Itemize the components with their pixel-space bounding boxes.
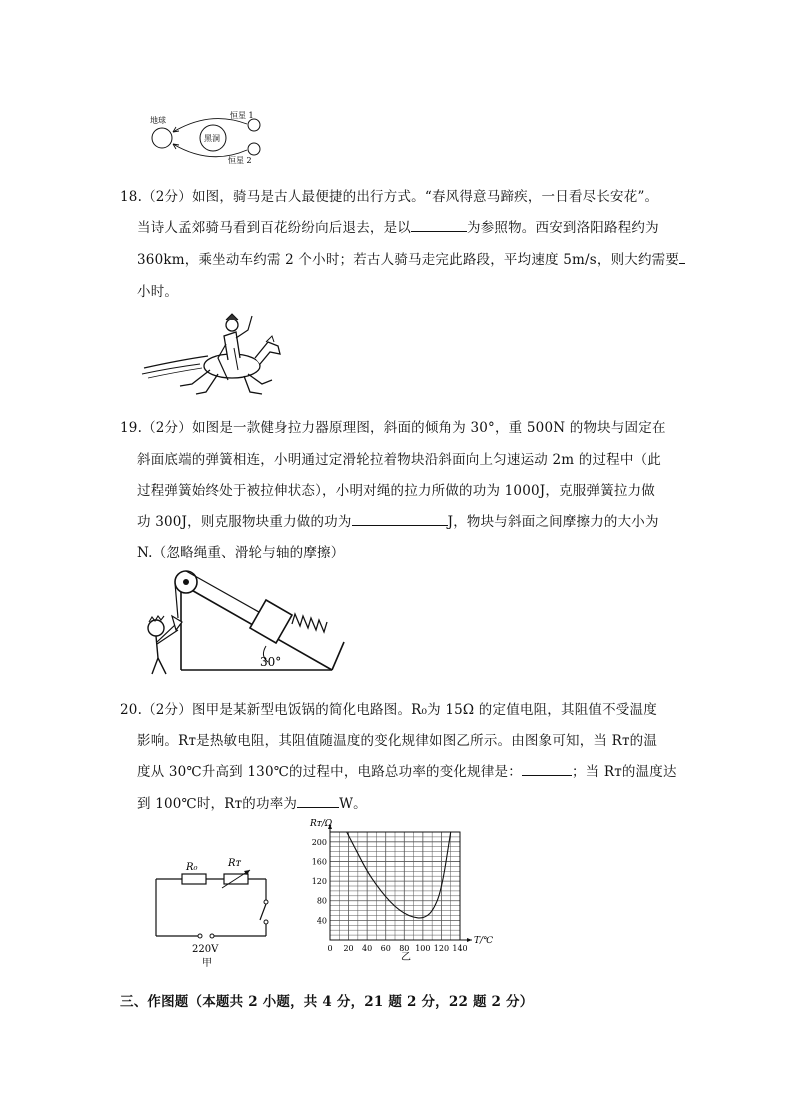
- q18-line2: [137, 216, 659, 236]
- q20-line3a: 度从 30℃升高到 130℃的过程中，电路总功率的变化规律是：: [137, 764, 522, 780]
- q20-line3b: ；当 Rᴛ的温度达: [571, 764, 677, 780]
- q20-line3: [137, 760, 677, 780]
- x-tick-label: 0: [327, 944, 333, 953]
- q19-line4: [137, 510, 659, 530]
- person-head: [148, 620, 164, 636]
- x-tick-label: 80: [399, 944, 410, 953]
- q19-line4b: J，物块与斜面之间摩擦力的大小为: [447, 514, 659, 530]
- q20-line4: [137, 792, 367, 812]
- star2-label: 恒星 2: [228, 156, 252, 165]
- series-line-rt: [347, 832, 451, 918]
- q19-line1: 19.（2分）如图是一款健身拉力器原理图，斜面的倾角为 30°，重 500N 的物块与固定在: [120, 420, 666, 436]
- section3-title: 三、作图题（本题共 2 小题，共 4 分，21 题 2 分，22 题 2 分）: [120, 994, 534, 1010]
- q18-line2a: 当诗人孟郊骑马看到百花纷纷向后退去，是以: [137, 220, 411, 236]
- x-tick-label: 20: [343, 944, 354, 953]
- y-tick-label: 120: [311, 877, 327, 887]
- q19-line5: N.（忽略绳重、滑轮与轴的摩擦）: [137, 545, 345, 561]
- y-tick-label: 160: [311, 857, 327, 867]
- x-tick-label: 100: [415, 944, 431, 953]
- y-axis-label: Rᴛ/Ω: [310, 819, 333, 829]
- x-tick-label: 140: [452, 944, 468, 953]
- q19-line2: 斜面底端的弹簧相连，小明通过定滑轮拉着物块沿斜面向上匀速运动 2m 的过程中（此: [137, 452, 661, 468]
- earth-circle: [152, 128, 172, 148]
- q20-blank2[interactable]: [297, 793, 339, 808]
- q20-line4a: 到 100℃时，Rᴛ的功率为: [137, 796, 298, 812]
- rt-label: Rᴛ: [228, 858, 242, 869]
- star2-circle: [248, 143, 260, 155]
- blackhole-figure: [140, 108, 270, 166]
- q20-blank1[interactable]: [522, 761, 572, 776]
- horse-rider-figure: [140, 308, 290, 400]
- r0-resistor: [182, 874, 206, 884]
- q18-line3a: 360km，乘坐动车约需 2 个小时；若古人骑马走完此路段，平均速度 5m/s，则大约需要: [137, 252, 680, 268]
- y-tick-label: 200: [311, 837, 327, 847]
- switch[interactable]: [260, 904, 266, 920]
- incline-pulley-figure: [136, 566, 350, 678]
- x-tick-label: 60: [380, 944, 391, 953]
- q18-blank1[interactable]: [411, 217, 467, 232]
- angle-label: 30°: [260, 655, 282, 669]
- thermistor-chart: [306, 814, 512, 964]
- q18-line1: 18.（2分）如图，骑马是古人最便捷的出行方式。“春风得意马蹄疾，一日看尽长安花”。: [120, 189, 659, 205]
- q18-blank2[interactable]: [679, 249, 685, 264]
- star1-label: 恒星 1: [230, 111, 254, 120]
- star1-circle: [248, 119, 260, 131]
- q18-line3: [137, 248, 685, 268]
- q19-line4a: 功 300J，则克服物块重力做的功为: [137, 514, 352, 530]
- x-tick-label: 40: [362, 944, 373, 953]
- earth-label: 地球: [150, 116, 166, 125]
- q20-line2: 影响。Rᴛ是热敏电阻，其阻值随温度的变化规律如图乙所示。由图象可知，当 Rᴛ的温: [137, 733, 658, 749]
- q19-line3: 过程弹簧始终处于被拉伸状态），小明对绳的拉力所做的功为 1000J，克服弹簧拉力做: [137, 483, 656, 499]
- circuit-diagram: [150, 852, 274, 968]
- x-axis-label: T/℃: [474, 936, 494, 946]
- q18-line4: 小时。: [137, 284, 179, 300]
- voltage-label: 220V: [192, 944, 219, 955]
- q20-line4b: W。: [339, 796, 367, 812]
- q19-blank1[interactable]: [352, 511, 448, 526]
- chart-caption: 乙: [401, 952, 411, 963]
- r0-label: R₀: [186, 862, 198, 873]
- x-axis-arrow: [467, 938, 472, 942]
- block: [250, 600, 292, 643]
- q18-line2b: 为参照物。西安到洛阳路程约为: [467, 220, 659, 236]
- blackhole-label: 黑洞: [204, 134, 220, 143]
- q20-line1: 20.（2分）图甲是某新型电饭锅的简化电路图。R₀为 15Ω 的定值电阻，其阻值不受温度: [120, 702, 657, 718]
- y-tick-label: 80: [316, 896, 327, 906]
- circuit-caption: 甲: [202, 958, 212, 968]
- y-tick-label: 40: [316, 916, 327, 926]
- x-tick-label: 120: [433, 944, 450, 953]
